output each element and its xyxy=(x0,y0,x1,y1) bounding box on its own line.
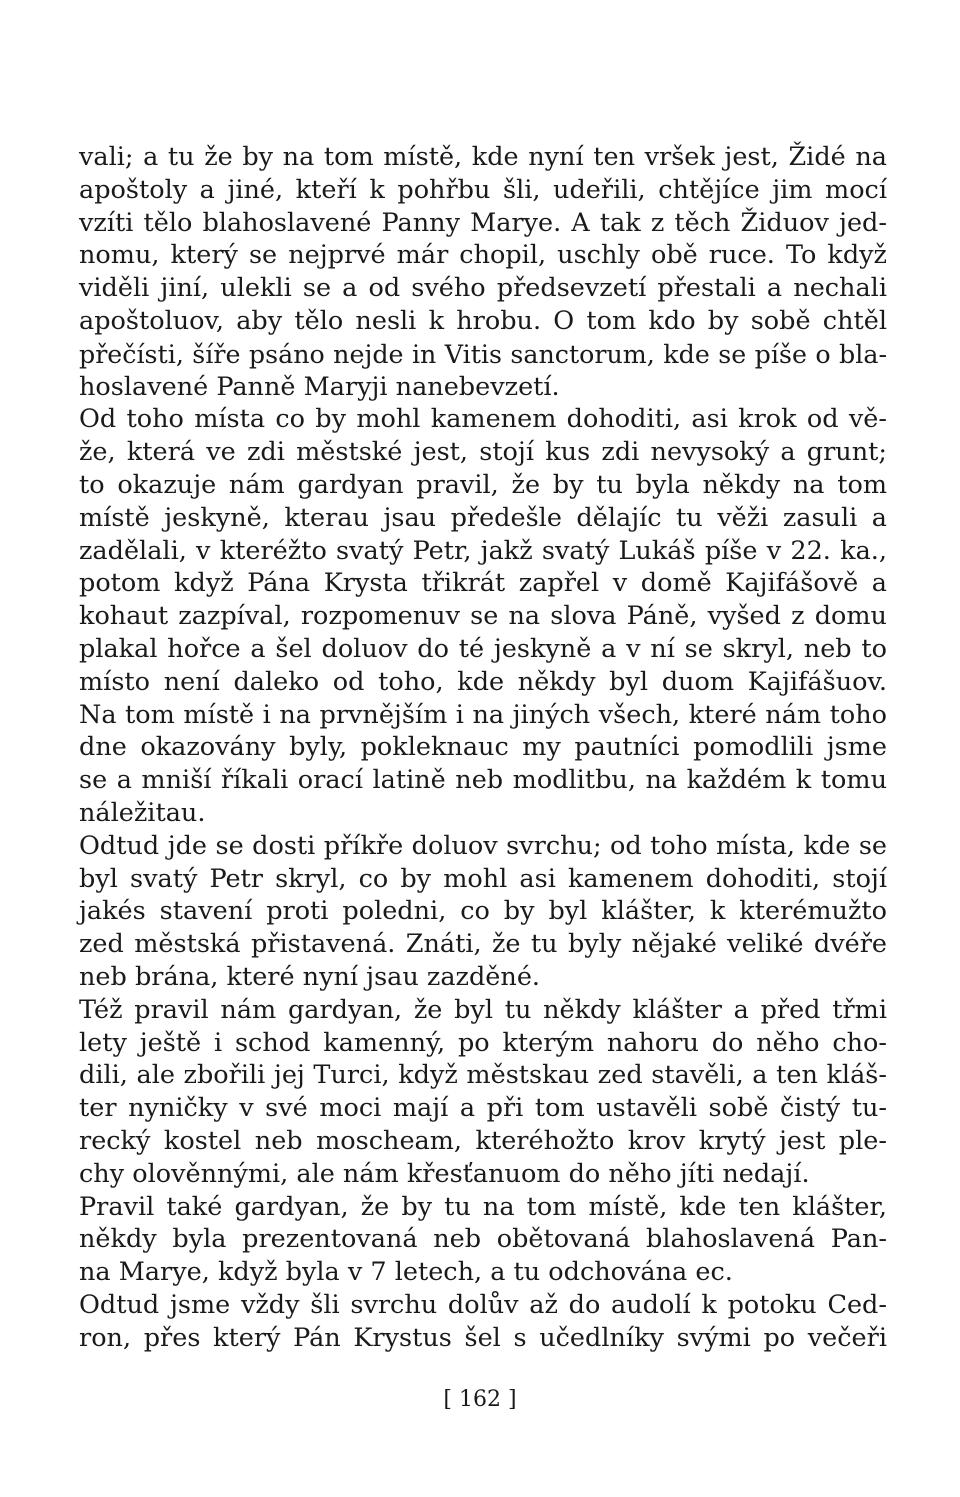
text-line: někdy byla prezentovaná neb obětovaná blahoslavená Pan- xyxy=(79,1224,887,1255)
text-line: lety ještě i schod kamenný, po kterým nahoru do něho cho- xyxy=(79,1027,887,1058)
paragraph xyxy=(79,994,887,1191)
text-line: místo není daleko od toho, kde někdy byl duom Kajifášuov. xyxy=(79,666,887,697)
paragraph xyxy=(79,1191,887,1289)
text-line: apoštoly a jiné, kteří k pohřbu šli, udeřili, chtějíce jim mocí xyxy=(79,174,887,205)
text-line: přečísti, šíře psáno nejde in Vitis sanctorum, kde se píše o bla- xyxy=(79,338,887,369)
text-line: ron, přes který Pán Krystus šel s učedlníky svými po večeři xyxy=(79,1322,887,1353)
text-line: místě jeskyně, kterau jsau předešle dělajíc tu věži zasuli a xyxy=(79,502,887,533)
text-line: Odtud jsme vždy šli svrchu dolův až do audolí k potoku Ced- xyxy=(79,1289,887,1320)
text-line: byl svatý Petr skryl, co by mohl asi kamenem dohoditi, stojí xyxy=(79,863,887,894)
text-line: že, která ve zdi městské jest, stojí kus zdi nevysoký a grunt; xyxy=(79,437,887,468)
text-line: plakal hořce a šel doluov do té jeskyně a v ní se skryl, neb to xyxy=(79,633,887,664)
paragraph xyxy=(79,1289,887,1355)
text-line: ter nyničky v své moci mají a při tom ustavěli sobě čistý tu- xyxy=(79,1093,887,1124)
text-line: na Marye, když byla v 7 letech, a tu odchována ec. xyxy=(79,1257,733,1288)
text-line: chy olověnnými, ale nám křesťanuom do něho jíti nedají. xyxy=(79,1158,810,1189)
text-line: nomu, který se nejprvé már chopil, uschly obě ruce. To když xyxy=(79,240,887,271)
text-line: Odtud jde se dosti příkře doluov svrchu; od toho místa, kde se xyxy=(79,830,887,861)
text-line: Též pravil nám gardyan, že byl tu někdy klášter a před třmi xyxy=(79,994,887,1025)
text-line: dili, ale zbořili jej Turci, když městskau zed stavěli, a ten kláš- xyxy=(79,1060,887,1091)
text-line: to okazuje nám gardyan pravil, že by tu byla někdy na tom xyxy=(79,469,887,500)
text-line: náležitau. xyxy=(79,797,206,828)
text-line: hoslavené Panně Maryji nanebevzetí. xyxy=(79,371,560,402)
text-line: jakés stavení proti poledni, co by byl klášter, k kterémužto xyxy=(79,896,887,927)
text-line: Na tom místě i na prvnějším i na jiných všech, které nám toho xyxy=(79,699,887,730)
text-line: dne okazovány byly, pokleknauc my pautníci pomodlili jsme xyxy=(79,732,887,763)
text-line: viděli jiní, ulekli se a od svého předsevzetí přestali a nechali xyxy=(79,273,887,304)
text-line: vzíti tělo blahoslavené Panny Marye. A tak z těch Židuov jed- xyxy=(79,207,887,238)
paragraph xyxy=(79,830,887,994)
text-line: potom když Pána Krysta třikrát zapřel v domě Kajifášově a xyxy=(79,568,887,599)
text-line: zed městská přistavená. Znáti, že tu byly nějaké veliké dvéře xyxy=(79,929,887,960)
page-text-block xyxy=(79,141,887,1354)
text-line: vali; a tu že by na tom místě, kde nyní ten vršek jest, Židé na xyxy=(79,142,887,172)
text-line: Od toho místa co by mohl kamenem dohoditi, asi krok od vě- xyxy=(79,404,887,435)
text-line: kohaut zazpíval, rozpomenuv se na slova Páně, vyšed z domu xyxy=(79,601,887,632)
text-line: se a mniší říkali orací latině neb modlitbu, na každém k tomu xyxy=(79,765,887,796)
paragraph xyxy=(79,403,887,829)
paragraph xyxy=(79,141,887,403)
text-line: recký kostel neb moscheam, kteréhožto krov krytý jest ple- xyxy=(79,1125,887,1156)
text-line: zadělali, v kteréžto svatý Petr, jakž svatý Lukáš píše v 22. ka., xyxy=(79,535,887,566)
page-number: [ 162 ] xyxy=(443,1387,517,1412)
text-line: apoštoluov, aby tělo nesli k hrobu. O tom kdo by sobě chtěl xyxy=(79,305,887,336)
text-line: neb brána, které nyní jsau zazděné. xyxy=(79,961,541,992)
text-line: Pravil také gardyan, že by tu na tom místě, kde ten klášter, xyxy=(79,1191,887,1222)
